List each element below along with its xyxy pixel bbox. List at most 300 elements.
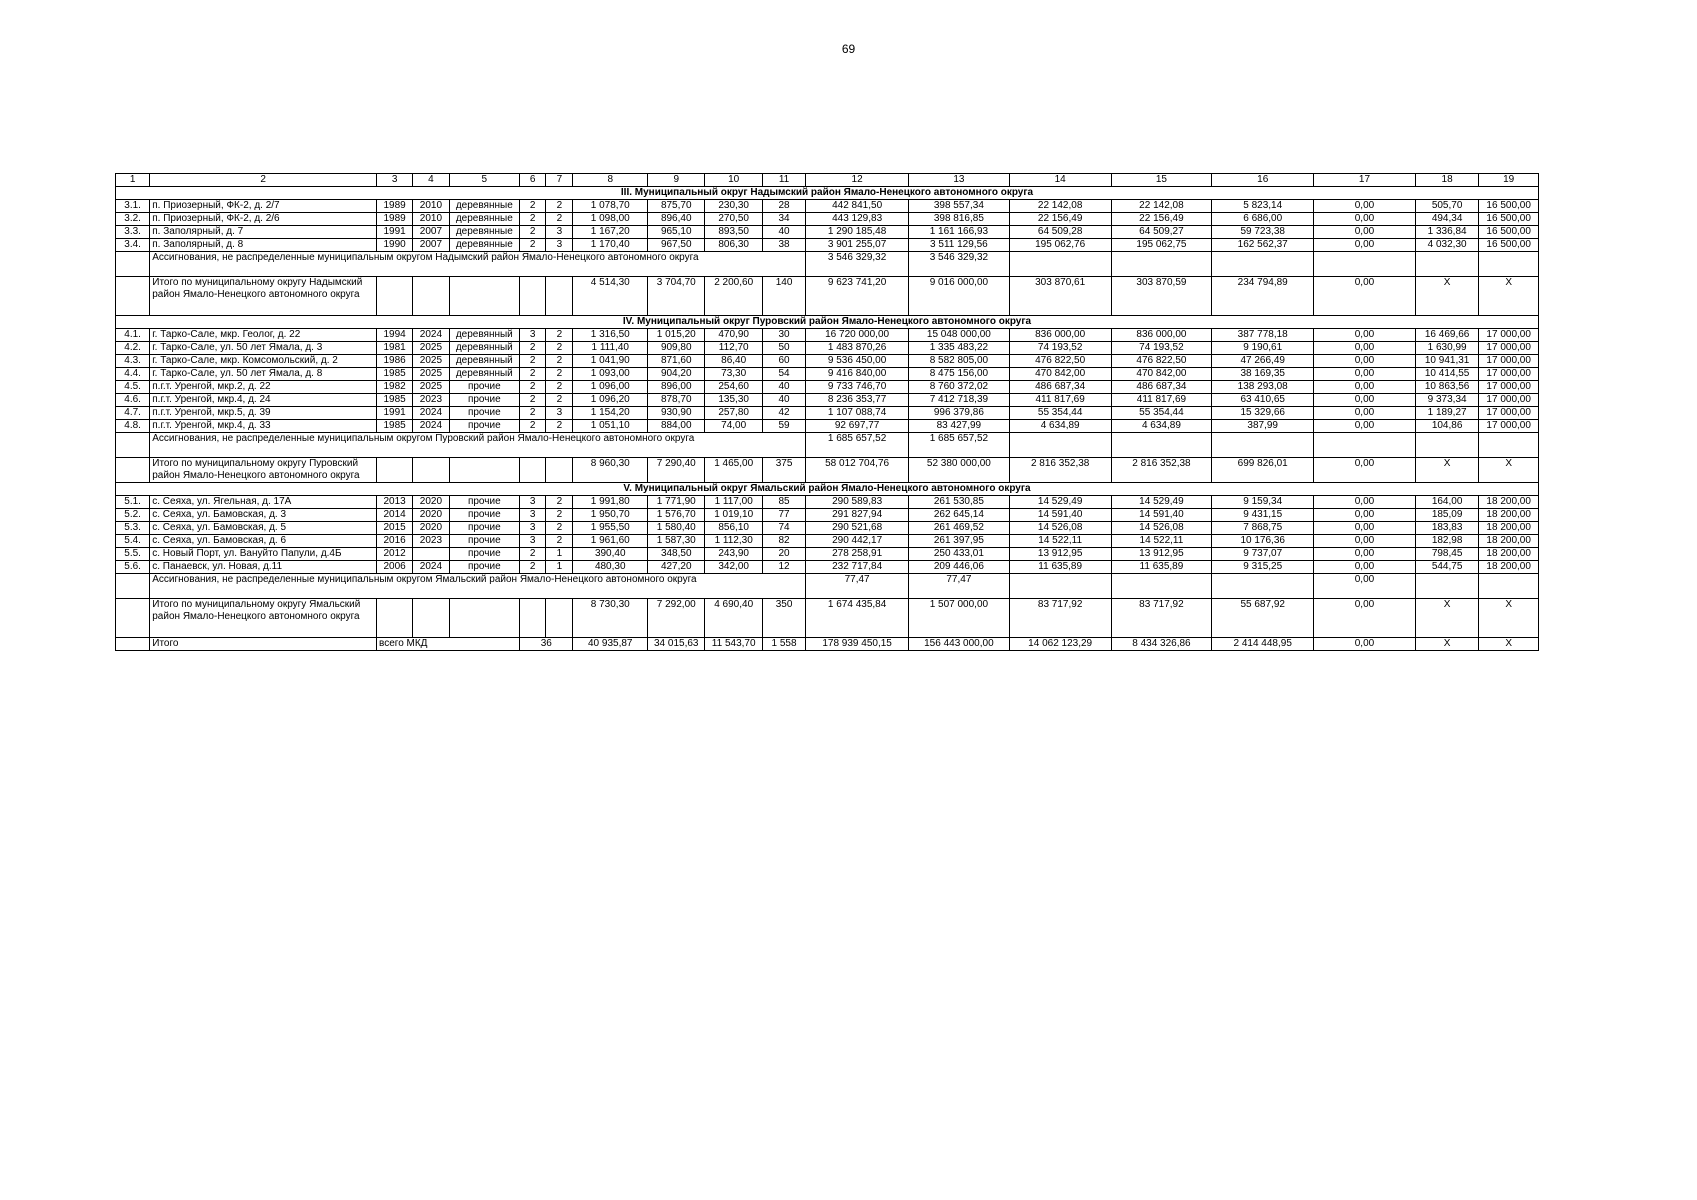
section-total-value: 8 960,30 <box>573 458 648 483</box>
section-total-label: Итого по муниципальному округу Пуровский район Ямало-Ненецкого автономного округа <box>150 458 377 483</box>
value-cell: 3 <box>546 226 573 239</box>
value-cell: 1 051,10 <box>573 420 648 433</box>
value-cell: 2024 <box>413 420 449 433</box>
empty-cell <box>1111 252 1212 277</box>
header-cell: 11 <box>762 174 805 187</box>
empty-cell <box>546 458 573 483</box>
section-total-value: 1 465,00 <box>705 458 762 483</box>
table-row <box>116 329 1539 342</box>
value-cell: 17 000,00 <box>1479 355 1539 368</box>
value-cell: 9 733 746,70 <box>806 381 909 394</box>
value-cell: 411 817,69 <box>1111 394 1212 407</box>
value-cell: 3 <box>520 522 546 535</box>
section-total-value: 2 816 352,38 <box>1009 458 1111 483</box>
value-cell: 138 293,08 <box>1212 381 1314 394</box>
table-row <box>116 355 1539 368</box>
empty-cell <box>1212 433 1314 458</box>
empty-cell <box>1009 433 1111 458</box>
value-cell: 17 000,00 <box>1479 394 1539 407</box>
value-cell: 3 <box>520 509 546 522</box>
table-row <box>116 368 1539 381</box>
value-cell: прочие <box>449 548 520 561</box>
allocation-amount: 77,47 <box>806 574 909 599</box>
value-cell: 0,00 <box>1314 548 1416 561</box>
value-cell: 16 500,00 <box>1479 213 1539 226</box>
header-cell: 1 <box>116 174 150 187</box>
value-cell: 2025 <box>413 355 449 368</box>
grand-total-value: 34 015,63 <box>648 638 705 651</box>
value-cell: 1981 <box>377 342 413 355</box>
row-number: 5.3. <box>116 522 150 535</box>
value-cell: 9 737,07 <box>1212 548 1314 561</box>
section-title-row <box>116 483 1539 496</box>
value-cell: 0,00 <box>1314 342 1416 355</box>
value-cell: 1 955,50 <box>573 522 648 535</box>
value-cell: 7 868,75 <box>1212 522 1314 535</box>
value-cell: 904,20 <box>648 368 705 381</box>
value-cell: 878,70 <box>648 394 705 407</box>
value-cell: 14 591,40 <box>1009 509 1111 522</box>
value-cell: 50 <box>762 342 805 355</box>
value-cell: 74,00 <box>705 420 762 433</box>
value-cell: 884,00 <box>648 420 705 433</box>
value-cell: 0,00 <box>1314 355 1416 368</box>
value-cell: 195 062,75 <box>1111 239 1212 252</box>
section-total-value: 0,00 <box>1314 458 1416 483</box>
value-cell: 16 500,00 <box>1479 200 1539 213</box>
value-cell: 1985 <box>377 420 413 433</box>
value-cell: 2 <box>546 496 573 509</box>
value-cell: 14 529,49 <box>1009 496 1111 509</box>
value-cell: 22 156,49 <box>1009 213 1111 226</box>
grand-total-value: 2 414 448,95 <box>1212 638 1314 651</box>
value-cell: 930,90 <box>648 407 705 420</box>
value-cell: 74 193,52 <box>1111 342 1212 355</box>
allocation-amount: 1 685 657,52 <box>806 433 909 458</box>
empty-cell <box>116 433 150 458</box>
value-cell: 54 <box>762 368 805 381</box>
value-cell: 0,00 <box>1314 535 1416 548</box>
address-cell: п.г.т. Уренгой, мкр.4, д. 33 <box>150 420 377 433</box>
header-cell: 18 <box>1415 174 1478 187</box>
value-cell: 38 169,35 <box>1212 368 1314 381</box>
empty-cell <box>1415 433 1478 458</box>
value-cell: 2020 <box>413 509 449 522</box>
value-cell: 1990 <box>377 239 413 252</box>
address-cell: п.г.т. Уренгой, мкр.5, д. 39 <box>150 407 377 420</box>
section-total-value: 1 507 000,00 <box>909 599 1010 638</box>
value-cell: 996 379,86 <box>909 407 1010 420</box>
empty-cell <box>116 599 150 638</box>
value-cell: 0,00 <box>1314 329 1416 342</box>
value-cell: 2016 <box>377 535 413 548</box>
address-cell: с. Сеяха, ул. Бамовская, д. 3 <box>150 509 377 522</box>
value-cell: 2 <box>520 394 546 407</box>
row-number: 3.2. <box>116 213 150 226</box>
value-cell: 16 500,00 <box>1479 239 1539 252</box>
value-cell: 64 509,28 <box>1009 226 1111 239</box>
value-cell: 232 717,84 <box>806 561 909 574</box>
header-row <box>116 174 1539 187</box>
address-cell: п. Приозерный, ФК-2, д. 2/7 <box>150 200 377 213</box>
section-total-row <box>116 277 1539 316</box>
value-cell: 14 591,40 <box>1111 509 1212 522</box>
value-cell: 2007 <box>413 226 449 239</box>
value-cell: 0,00 <box>1314 368 1416 381</box>
table-row <box>116 213 1539 226</box>
table-row <box>116 226 1539 239</box>
value-cell: 290 442,17 <box>806 535 909 548</box>
header-cell: 2 <box>150 174 377 187</box>
value-cell: деревянные <box>449 213 520 226</box>
value-cell: 2 <box>520 239 546 252</box>
value-cell: 1 576,70 <box>648 509 705 522</box>
value-cell: 2012 <box>377 548 413 561</box>
row-number: 3.3. <box>116 226 150 239</box>
value-cell: 290 589,83 <box>806 496 909 509</box>
address-cell: п.г.т. Уренгой, мкр.2, д. 22 <box>150 381 377 394</box>
value-cell: 427,20 <box>648 561 705 574</box>
value-cell: 1 991,80 <box>573 496 648 509</box>
allocation-col17 <box>1314 252 1416 277</box>
value-cell: 443 129,83 <box>806 213 909 226</box>
section-title: III. Муниципальный округ Надымский район Ямало-Ненецкого автономного округа <box>116 187 1539 200</box>
empty-cell <box>1479 252 1539 277</box>
row-number: 5.1. <box>116 496 150 509</box>
value-cell: 856,10 <box>705 522 762 535</box>
header-cell: 13 <box>909 174 1010 187</box>
header-cell: 14 <box>1009 174 1111 187</box>
value-cell: 1 117,00 <box>705 496 762 509</box>
value-cell: 0,00 <box>1314 394 1416 407</box>
value-cell: 2 <box>520 213 546 226</box>
value-cell: 2 <box>546 509 573 522</box>
value-cell: 1985 <box>377 368 413 381</box>
value-cell: 85 <box>762 496 805 509</box>
empty-cell <box>449 277 520 316</box>
section-total-value: 1 674 435,84 <box>806 599 909 638</box>
value-cell: 871,60 <box>648 355 705 368</box>
value-cell: 836 000,00 <box>1009 329 1111 342</box>
section-total-value: 699 826,01 <box>1212 458 1314 483</box>
value-cell: 83 427,99 <box>909 420 1010 433</box>
value-cell: 1 111,40 <box>573 342 648 355</box>
empty-cell <box>413 458 449 483</box>
row-number: 4.7. <box>116 407 150 420</box>
table-row <box>116 394 1539 407</box>
value-cell: 476 822,50 <box>1111 355 1212 368</box>
value-cell: 2 <box>546 213 573 226</box>
value-cell: 2 <box>546 368 573 381</box>
value-cell: 2025 <box>413 342 449 355</box>
value-cell: прочие <box>449 394 520 407</box>
address-cell: г. Тарко-Сале, ул. 50 лет Ямала, д. 8 <box>150 368 377 381</box>
grand-total-value: 14 062 123,29 <box>1009 638 1111 651</box>
section-total-value: X <box>1415 599 1478 638</box>
value-cell: 480,30 <box>573 561 648 574</box>
value-cell: 1 041,90 <box>573 355 648 368</box>
value-cell: 390,40 <box>573 548 648 561</box>
value-cell: 22 156,49 <box>1111 213 1212 226</box>
table-row <box>116 239 1539 252</box>
value-cell: 1994 <box>377 329 413 342</box>
value-cell: 1989 <box>377 213 413 226</box>
section-total-value: 0,00 <box>1314 277 1416 316</box>
section-total-value: 3 704,70 <box>648 277 705 316</box>
value-cell: 1 107 088,74 <box>806 407 909 420</box>
value-cell: прочие <box>449 407 520 420</box>
empty-cell <box>449 458 520 483</box>
value-cell: 63 410,65 <box>1212 394 1314 407</box>
value-cell: 74 193,52 <box>1009 342 1111 355</box>
header-cell: 9 <box>648 174 705 187</box>
value-cell: 1 335 483,22 <box>909 342 1010 355</box>
value-cell: 0,00 <box>1314 381 1416 394</box>
section-total-value: 9 016 000,00 <box>909 277 1010 316</box>
value-cell: 8 236 353,77 <box>806 394 909 407</box>
grand-total-value: X <box>1479 638 1539 651</box>
section-total-value: 375 <box>762 458 805 483</box>
grand-total-value: 11 543,70 <box>705 638 762 651</box>
value-cell: 3 <box>520 329 546 342</box>
value-cell: 104,86 <box>1415 420 1478 433</box>
value-cell: 7 412 718,39 <box>909 394 1010 407</box>
address-cell: с. Сеяха, ул. Бамовская, д. 6 <box>150 535 377 548</box>
value-cell: 836 000,00 <box>1111 329 1212 342</box>
empty-cell <box>1415 252 1478 277</box>
value-cell: 2 <box>546 522 573 535</box>
empty-cell <box>116 574 150 599</box>
value-cell: 2013 <box>377 496 413 509</box>
value-cell: 9 315,25 <box>1212 561 1314 574</box>
value-cell: 262 645,14 <box>909 509 1010 522</box>
row-number: 4.2. <box>116 342 150 355</box>
grand-total-value: 40 935,87 <box>573 638 648 651</box>
empty-cell <box>116 252 150 277</box>
section-total-value: X <box>1479 458 1539 483</box>
value-cell: 291 827,94 <box>806 509 909 522</box>
value-cell: 18 200,00 <box>1479 561 1539 574</box>
value-cell: 1 019,10 <box>705 509 762 522</box>
row-number: 4.3. <box>116 355 150 368</box>
value-cell: 398 557,34 <box>909 200 1010 213</box>
section-total-value: X <box>1479 277 1539 316</box>
table-row <box>116 535 1539 548</box>
value-cell: 896,40 <box>648 213 705 226</box>
value-cell: 2020 <box>413 496 449 509</box>
allocation-row <box>116 252 1539 277</box>
header-cell: 3 <box>377 174 413 187</box>
empty-cell <box>116 638 150 651</box>
row-number: 4.5. <box>116 381 150 394</box>
section-total-value: 8 730,30 <box>573 599 648 638</box>
value-cell: 18 200,00 <box>1479 509 1539 522</box>
value-cell: 2024 <box>413 561 449 574</box>
value-cell: 13 912,95 <box>1009 548 1111 561</box>
value-cell: 0,00 <box>1314 213 1416 226</box>
value-cell: 1 167,20 <box>573 226 648 239</box>
table-row <box>116 200 1539 213</box>
value-cell: 9 416 840,00 <box>806 368 909 381</box>
empty-cell <box>1212 574 1314 599</box>
value-cell: 16 469,66 <box>1415 329 1478 342</box>
header-cell: 4 <box>413 174 449 187</box>
address-cell: с. Сеяха, ул. Бамовская, д. 5 <box>150 522 377 535</box>
value-cell: 798,45 <box>1415 548 1478 561</box>
grand-total-value: 0,00 <box>1314 638 1416 651</box>
value-cell: 22 142,08 <box>1111 200 1212 213</box>
value-cell: 2010 <box>413 200 449 213</box>
value-cell: 1 096,20 <box>573 394 648 407</box>
value-cell: 3 511 129,56 <box>909 239 1010 252</box>
value-cell: 14 529,49 <box>1111 496 1212 509</box>
value-cell: деревянные <box>449 239 520 252</box>
value-cell: 18 200,00 <box>1479 535 1539 548</box>
value-cell: 2 <box>520 368 546 381</box>
value-cell <box>413 548 449 561</box>
value-cell: 2 <box>520 200 546 213</box>
grand-total-value: 156 443 000,00 <box>909 638 1010 651</box>
value-cell: 15 329,66 <box>1212 407 1314 420</box>
table-row <box>116 381 1539 394</box>
row-number: 5.5. <box>116 548 150 561</box>
value-cell: 1 630,99 <box>1415 342 1478 355</box>
section-total-value: 303 870,61 <box>1009 277 1111 316</box>
value-cell: 486 687,34 <box>1009 381 1111 394</box>
value-cell: 2 <box>520 548 546 561</box>
allocation-amount: 1 685 657,52 <box>909 433 1010 458</box>
value-cell: 486 687,34 <box>1111 381 1212 394</box>
value-cell: 1 <box>546 548 573 561</box>
value-cell: 6 686,00 <box>1212 213 1314 226</box>
value-cell: 243,90 <box>705 548 762 561</box>
value-cell: 11 635,89 <box>1111 561 1212 574</box>
empty-cell <box>1415 574 1478 599</box>
value-cell: 1 015,20 <box>648 329 705 342</box>
value-cell: 1991 <box>377 407 413 420</box>
empty-cell <box>116 458 150 483</box>
section-total-value: X <box>1415 458 1478 483</box>
section-total-value: 83 717,92 <box>1009 599 1111 638</box>
grand-total-value: 8 434 326,86 <box>1111 638 1212 651</box>
value-cell: деревянные <box>449 226 520 239</box>
allocation-row <box>116 433 1539 458</box>
empty-cell <box>1009 574 1111 599</box>
grand-total-value: 178 939 450,15 <box>806 638 909 651</box>
value-cell: 290 521,68 <box>806 522 909 535</box>
empty-cell <box>546 277 573 316</box>
value-cell: 544,75 <box>1415 561 1478 574</box>
value-cell: 77 <box>762 509 805 522</box>
value-cell: 257,80 <box>705 407 762 420</box>
section-title: IV. Муниципальный округ Пуровский район Ямало-Ненецкого автономного округа <box>116 316 1539 329</box>
value-cell: деревянный <box>449 342 520 355</box>
value-cell: 3 <box>520 496 546 509</box>
grand-total-value: X <box>1415 638 1478 651</box>
value-cell: 209 446,06 <box>909 561 1010 574</box>
header-cell: 15 <box>1111 174 1212 187</box>
value-cell: 14 526,08 <box>1111 522 1212 535</box>
section-total-value: 2 816 352,38 <box>1111 458 1212 483</box>
value-cell: 38 <box>762 239 805 252</box>
value-cell: 73,30 <box>705 368 762 381</box>
value-cell: 2 <box>520 226 546 239</box>
page-number: 69 <box>841 42 856 56</box>
value-cell: 14 522,11 <box>1111 535 1212 548</box>
header-cell: 17 <box>1314 174 1416 187</box>
value-cell: 60 <box>762 355 805 368</box>
address-cell: г. Тарко-Сале, мкр. Геолог, д. 22 <box>150 329 377 342</box>
value-cell: 1 587,30 <box>648 535 705 548</box>
value-cell: 195 062,76 <box>1009 239 1111 252</box>
value-cell: 9 536 450,00 <box>806 355 909 368</box>
value-cell: 1 096,00 <box>573 381 648 394</box>
section-total-value: 9 623 741,20 <box>806 277 909 316</box>
header-cell: 19 <box>1479 174 1539 187</box>
address-cell: п. Заполярный, д. 8 <box>150 239 377 252</box>
value-cell: 17 000,00 <box>1479 329 1539 342</box>
header-cell: 6 <box>520 174 546 187</box>
value-cell: 164,00 <box>1415 496 1478 509</box>
allocation-amount: 77,47 <box>909 574 1010 599</box>
value-cell: 875,70 <box>648 200 705 213</box>
section-total-value: 52 380 000,00 <box>909 458 1010 483</box>
value-cell: 40 <box>762 394 805 407</box>
value-cell: 2006 <box>377 561 413 574</box>
value-cell: 182,98 <box>1415 535 1478 548</box>
value-cell: 2 <box>520 381 546 394</box>
value-cell: 42 <box>762 407 805 420</box>
empty-cell <box>116 277 150 316</box>
value-cell: 10 176,36 <box>1212 535 1314 548</box>
section-total-label: Итого по муниципальному округу Ямальский район Ямало-Ненецкого автономного округа <box>150 599 377 638</box>
section-total-row <box>116 458 1539 483</box>
section-total-value: X <box>1479 599 1539 638</box>
value-cell: 348,50 <box>648 548 705 561</box>
value-cell: 3 <box>546 239 573 252</box>
row-number: 3.4. <box>116 239 150 252</box>
table-row <box>116 522 1539 535</box>
value-cell: 2023 <box>413 394 449 407</box>
value-cell: 10 941,31 <box>1415 355 1478 368</box>
value-cell: 1 483 870,26 <box>806 342 909 355</box>
value-cell: 8 760 372,02 <box>909 381 1010 394</box>
value-cell: 1 098,00 <box>573 213 648 226</box>
value-cell: 2020 <box>413 522 449 535</box>
value-cell: 0,00 <box>1314 226 1416 239</box>
value-cell: 1 961,60 <box>573 535 648 548</box>
header-cell: 5 <box>449 174 520 187</box>
value-cell: 476 822,50 <box>1009 355 1111 368</box>
value-cell: 8 582 805,00 <box>909 355 1010 368</box>
value-cell: прочие <box>449 496 520 509</box>
value-cell: 1 336,84 <box>1415 226 1478 239</box>
row-number: 4.4. <box>116 368 150 381</box>
value-cell: 18 200,00 <box>1479 548 1539 561</box>
value-cell: 59 723,38 <box>1212 226 1314 239</box>
allocation-amount: 3 546 329,32 <box>806 252 909 277</box>
value-cell: 2 <box>520 342 546 355</box>
value-cell: 16 720 000,00 <box>806 329 909 342</box>
value-cell: 16 500,00 <box>1479 226 1539 239</box>
section-total-value: 7 290,40 <box>648 458 705 483</box>
empty-cell <box>1479 574 1539 599</box>
value-cell: 18 200,00 <box>1479 522 1539 535</box>
value-cell: 2025 <box>413 368 449 381</box>
value-cell: 387 778,18 <box>1212 329 1314 342</box>
value-cell: 1 112,30 <box>705 535 762 548</box>
table-row <box>116 561 1539 574</box>
